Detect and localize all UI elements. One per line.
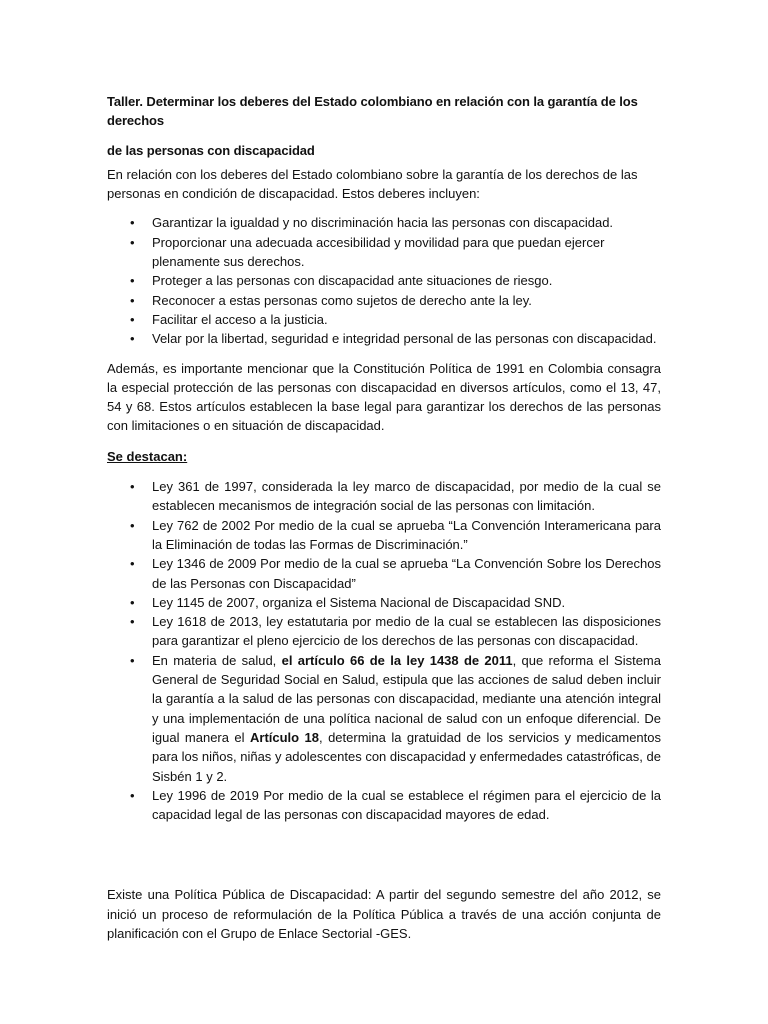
document-title-line-1: Taller. Determinar los deberes del Estado colombiano en relación con la garantía de los derechos [107,94,638,129]
bullet-icon: • [130,292,135,308]
list-item-text: Facilitar el acceso a la justicia. [152,311,328,327]
list-item-text: Ley 361 de 1997, considerada la ley marco de discapacidad, por medio de la cual se establecen mecanismos de integración social de las personas con limitación. [152,479,661,514]
bullet-icon: • [130,479,135,495]
list-item [107,516,661,555]
section-heading: Se destacan: [107,448,188,464]
health-bold-article-18: Artículo 18 [250,729,320,745]
bullet-icon: • [130,787,135,803]
list-item-text: Ley 1996 de 2019 Por medio de la cual se establece el régimen para el ejercicio de la capacidad legal de las personas con discapacidad mayores de edad. [152,787,661,823]
bullet-icon: • [130,556,135,572]
list-item [107,554,661,593]
bullet-icon: • [130,215,135,231]
duties-list [107,213,661,348]
bullet-icon: • [130,273,135,289]
list-item [107,329,661,348]
list-item [107,213,661,232]
list-item-text: Proteger a las personas con discapacidad ante situaciones de riesgo. [152,273,553,289]
list-item [107,477,661,516]
bullet-icon: • [130,331,135,347]
list-item [107,651,661,786]
health-bold-article-66: el artículo 66 de la ley 1438 de 2011 [281,652,513,668]
bullet-icon: • [130,517,135,533]
list-item [107,233,661,272]
list-item [107,291,661,310]
list-item [107,593,661,612]
health-text-3: , determina la gratuidad de los servicios y medicamentos para los niños, niñas y adolescentes con discapacidad y enfermedades catastróficas, de Sisbén 1 y 2. [152,729,661,784]
bullet-icon: • [130,311,135,327]
document-body [107,90,661,943]
bullet-icon: • [130,614,135,630]
health-text-2: , que reforma el Sistema General de Seguridad Social en Salud, estipula que las acciones de salud deben incluir la garantía a la salud de las personas con discapacidad, mediante una atención integral y una implementación de una política nacional de salud con un enfoque diferencial. De igual manera el [152,652,661,745]
health-text-1: En materia de salud, [152,652,282,668]
document-title-line-2: de las personas con discapacidad [107,142,315,158]
list-item-text: Reconocer a estas personas como sujetos de derecho ante la ley. [152,292,532,308]
list-item-text: Ley 1618 de 2013, ley estatutaria por medio de la cual se establecen las disposiciones para garantizar el pleno ejercicio de los derechos de las personas con discapacidad. [152,614,661,649]
list-item-text: Ley 762 de 2002 Por medio de la cual se aprueba “La Convención Interamericana para la Eliminación de todas las Formas de Discriminación.” [152,517,661,552]
policy-paragraph: Existe una Política Pública de Discapacidad: A partir del segundo semestre del año 2012, se inició un proceso de reformulación de la Política Pública a través de una acción conjunta de planificación con el Grupo de Enlace Sectorial -GES. [107,887,661,941]
list-item-text [152,653,661,784]
intro-paragraph: En relación con los deberes del Estado colombiano sobre la garantía de los derechos de las personas en condición de discapacidad. Estos deberes incluyen: [107,166,638,202]
list-item-text: Garantizar la igualdad y no discriminación hacia las personas con discapacidad. [152,215,614,231]
list-item-text: Ley 1145 de 2007, organiza el Sistema Nacional de Discapacidad SND. [152,594,566,610]
list-item-text: Proporcionar una adecuada accesibilidad y movilidad para que puedan ejercer plenamente sus derechos. [152,234,605,270]
bullet-icon: • [130,594,135,610]
laws-list [107,477,661,824]
bullet-icon: • [130,652,135,668]
constitution-paragraph: Además, es importante mencionar que la Constitución Política de 1991 en Colombia consagra la especial protección de las personas con discapacidad en diversos artículos, como el 13, 47, 54 y 68. Estos artículos establecen la base legal para garantizar los derechos de las personas con limitaciones o en situación de discapacidad. [107,360,661,434]
list-item [107,310,661,329]
bullet-icon: • [130,234,135,250]
list-item [107,271,661,290]
list-item [107,786,661,825]
list-item [107,612,661,651]
list-item-text: Velar por la libertad, seguridad e integridad personal de las personas con discapacidad. [152,331,657,347]
list-item-text: Ley 1346 de 2009 Por medio de la cual se aprueba “La Convención Sobre los Derechos de las Personas con Discapacidad” [152,556,661,591]
